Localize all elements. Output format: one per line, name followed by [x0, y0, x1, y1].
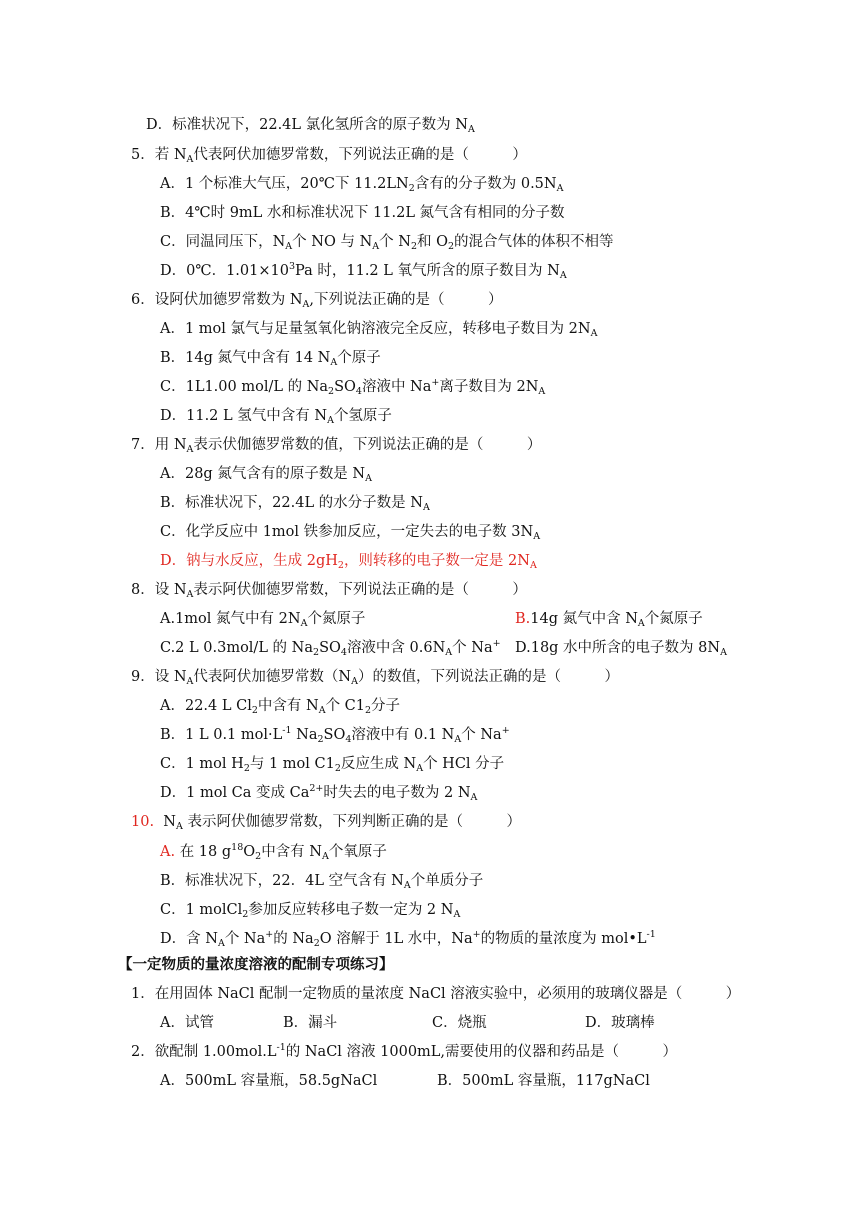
q9-option-b: B．1 L 0.1 $mol\cdot L^{-1}$ $Na_2SO_4$溶液中有 0.1 $N_A$个 Na+ [160, 725, 510, 745]
q10-option-c: C．1 molCl$_2$参加反应转移电子数一定为 2 $N_A$ [160, 902, 461, 920]
question-9: 9．设 $N_A$代表阿伏加德罗常数$(N_A)$的数值，下列说法正确的是（ ） [131, 669, 619, 687]
question-10: 10. $N_A$ 表示阿伏伽德罗常数，下列判断正确的是（ ） [131, 814, 521, 832]
q8-option-d: D.18g 水中所含的电子数为 $8N_A$ [515, 640, 727, 658]
question-6: 6．设阿伏加德罗常数为 $N_A$,下列说法正确的是（ ） [131, 292, 503, 310]
q7-option-d-answer: D．钠与水反应，生成 $2gH_2$，则转移的电子数一定是 $2N_A$ [160, 553, 537, 571]
q6-option-d: D．11.2 L 氢气中含有 $N_A$个氢原子 [160, 408, 392, 426]
q6-option-a: A．1 mol 氯气与足量氢氧化钠溶液完全反应，转移电子数目为 $2N_A$ [160, 321, 598, 339]
q5-option-a: A．1 个标准大气压，20℃下 $11.2LN_2$含有的分子数为 $0.5N_A$ [160, 176, 564, 194]
q10-option-a: A. 在 18 $g^{18}O_2$中含有 $N_A$个氧原子 [160, 842, 387, 862]
q9-option-c: C．1 mol $H_2$与 1 mol $C1_2$反应生成 $N_A$个 HCl 分子 [160, 756, 505, 774]
s1-option-b: B．漏斗 [283, 1015, 338, 1031]
s2-option-b: B．500mL 容量瓶，117gNaCl [437, 1073, 650, 1089]
s1-option-c: C．烧瓶 [432, 1015, 487, 1031]
option-d-prev: D．标准状况下，22.4L 氯化氢所含的原子数为 $N_A$ [146, 117, 475, 135]
section-question-2: 2．欲配制 $1.00mol.L^{-1}$的 NaCl 溶液 1000mL,需要使用的仪器和药品是（ ） [131, 1042, 678, 1060]
q7-option-c: C．化学反应中 1mol 铁参加反应，一定失去的电子数 $3N_A$ [160, 524, 541, 542]
q6-option-b: B．14g 氮气中含有 14 $N_A$个原子 [160, 350, 381, 368]
q9-option-d: D．1 mol Ca 变成 $Ca^{2+}$时失去的电子数为 2 $N_A$ [160, 783, 478, 803]
q8-option-a: A.1mol 氮气中有 $2N_A$个氮原子 [160, 611, 366, 629]
s1-option-a: A．试管 [160, 1015, 214, 1031]
section-question-1: 1．在用固体 NaCl 配制一定物质的量浓度 NaCl 溶液实验中，必须用的玻璃仪器是（ ） [131, 986, 741, 1002]
question-10-number: 10. [131, 814, 155, 830]
q10-option-d: D．含 $N_A$个 Na+的 $Na_2O$ 溶解于 1L 水中，Na+的物质的量浓度为 $mol•L^{-1}$ [160, 929, 656, 949]
section-heading: 【一定物质的量浓度溶液的配制专项练习】 [118, 956, 394, 973]
question-7: 7．用 $N_A$表示伏伽德罗常数的值，下列说法正确的是（ ） [131, 437, 542, 455]
q8-option-b-marker: B. [515, 611, 531, 627]
q10-option-a-marker: A. [160, 844, 176, 860]
q5-option-b: B．4℃时 9mL 水和标准状况下 11.2L 氮气含有相同的分子数 [160, 205, 565, 221]
q7-option-b: B．标准状况下，22.4L 的水分子数是 $N_A$ [160, 495, 430, 513]
question-5: 5．若 $N_A$代表阿伏加德罗常数，下列说法正确的是（ ） [131, 147, 527, 165]
question-8: 8．设 $N_A$表示阿伏伽德罗常数，下列说法正确的是（ ） [131, 582, 527, 600]
s1-option-d: D．玻璃棒 [585, 1015, 655, 1031]
q5-option-c: C．同温同压下，$N_A$个 NO 与 $N_A$个 $N_2$和 $O_2$的混合气体的体积不相等 [160, 234, 614, 252]
s2-option-a: A．500mL 容量瓶，58.5gNaCl [160, 1073, 378, 1089]
q8-option-b: B.14g 氮气中含 $N_A$个氮原子 [515, 611, 703, 629]
q6-option-c: C．1L1.00 mol/L 的 $Na_2SO_4$溶液中 Na+离子数目为 $2N_A$ [160, 377, 546, 397]
q9-option-a: A．22.4 L $Cl_2$中含有 $N_A$个 $C1_2$分子 [160, 698, 401, 716]
q7-option-a: A．28g 氮气含有的原子数是 $N_A$ [160, 466, 372, 484]
q5-option-d: D．0℃．$1.01\times 10^3Pa$ 时，11.2 L 氧气所含的原子数目为 $N_A$ [160, 261, 567, 281]
q8-option-c: C.2 L 0.3mol/L 的 $Na_2SO_4$溶液中含 $0.6N_A$个 Na+ [160, 638, 501, 658]
q10-option-b: B．标准状况下，22．4L 空气含有 $N_A$个单质分子 [160, 873, 484, 891]
